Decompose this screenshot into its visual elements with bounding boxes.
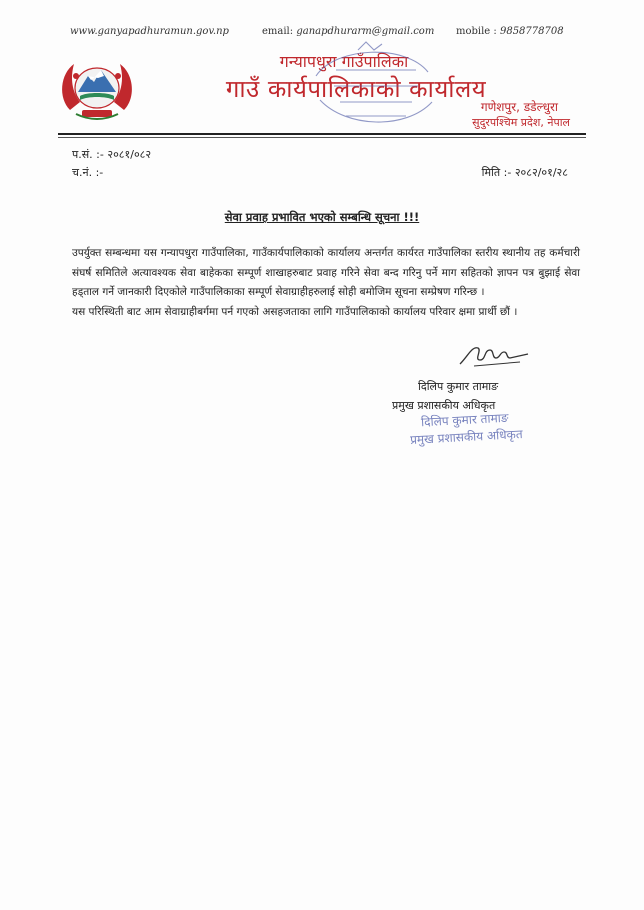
- mobile-line: [456, 26, 564, 37]
- signatory-title: प्रमुख प्रशासकीय अधिकृत: [392, 399, 496, 412]
- notice-body: [72, 244, 580, 322]
- address-line-1: गणेशपुर, डडेल्धुरा: [480, 100, 558, 114]
- letter-date: [482, 165, 568, 180]
- email-label: email:: [262, 26, 294, 37]
- office-seal-icon: [306, 36, 436, 136]
- mobile-text: 9858778708: [499, 26, 564, 37]
- signature-icon: [454, 336, 534, 370]
- notice-subject-text: सेवा प्रवाह प्रभावित भएको सम्बन्धि सूचना !!!: [224, 210, 420, 224]
- office-name: गन्यापधुरा गाउँपालिका: [279, 52, 409, 71]
- header-divider-thin: [58, 137, 586, 138]
- email-text: ganapdhurarm@gmail.com: [296, 26, 435, 37]
- letter-number-label: प.सं. :-: [72, 148, 104, 161]
- address-line-2: सुदुरपश्चिम प्रदेश, नेपाल: [472, 116, 570, 129]
- date-value: २०८२/०१/२८: [514, 166, 568, 179]
- office-title: गाउँ कार्यपालिकाको कार्यालय: [225, 75, 487, 103]
- website-text: www.ganyapadhuramun.gov.np: [70, 26, 229, 37]
- signatory-name: दिलिप कुमार तामाङ: [418, 380, 499, 393]
- header-divider: [58, 133, 586, 135]
- letter-number: [72, 147, 151, 162]
- body-paragraph-1: उपर्युक्त सम्बन्धमा यस गन्यापधुरा गाउँपालिका, गाउँकार्यपालिकाको कार्यालय अन्तर्गत कार्यरत गाउँपालिका स्तरीय स्थानीय तह कर्मचारी संघर्ष समितिले अत्यावश्यक सेवा बाहेकका सम्पूर्ण शाखाहरुबाट प्रवाह गरिने सेवा बन्द गरिनु पर्ने माग सहितको ज्ञापन पत्र बुझाई सेवा हड्ताल गर्ने जानकारी दिएकोले गाउँपालिकाका सम्पूर्ण सेवाग्राहीहरुलाई सोही बमोजिम सूचना सम्प्रेषण गरिन्छ ।: [72, 247, 580, 298]
- title-stamp: प्रमुख प्रशासकीय अधिकृत: [409, 427, 523, 447]
- body-paragraph-2: यस परिस्थिती बाट आम सेवाग्राहीबर्गमा पर्न गएको असहजताका लागि गाउँपालिकाको कार्यालय परिवार क्षमा प्रार्थी छौं ।: [72, 305, 518, 318]
- dispatch-number-label: च.नं. :-: [72, 166, 104, 179]
- mobile-label: mobile :: [456, 26, 497, 37]
- name-stamp: दिलिप कुमार तामाङ: [420, 410, 509, 430]
- nepal-emblem-icon: [56, 52, 138, 126]
- date-label: मिति :-: [481, 166, 512, 179]
- dispatch-number: [72, 165, 103, 180]
- letter-number-value: २०८१/०८२: [107, 148, 152, 161]
- notice-subject: [0, 210, 644, 225]
